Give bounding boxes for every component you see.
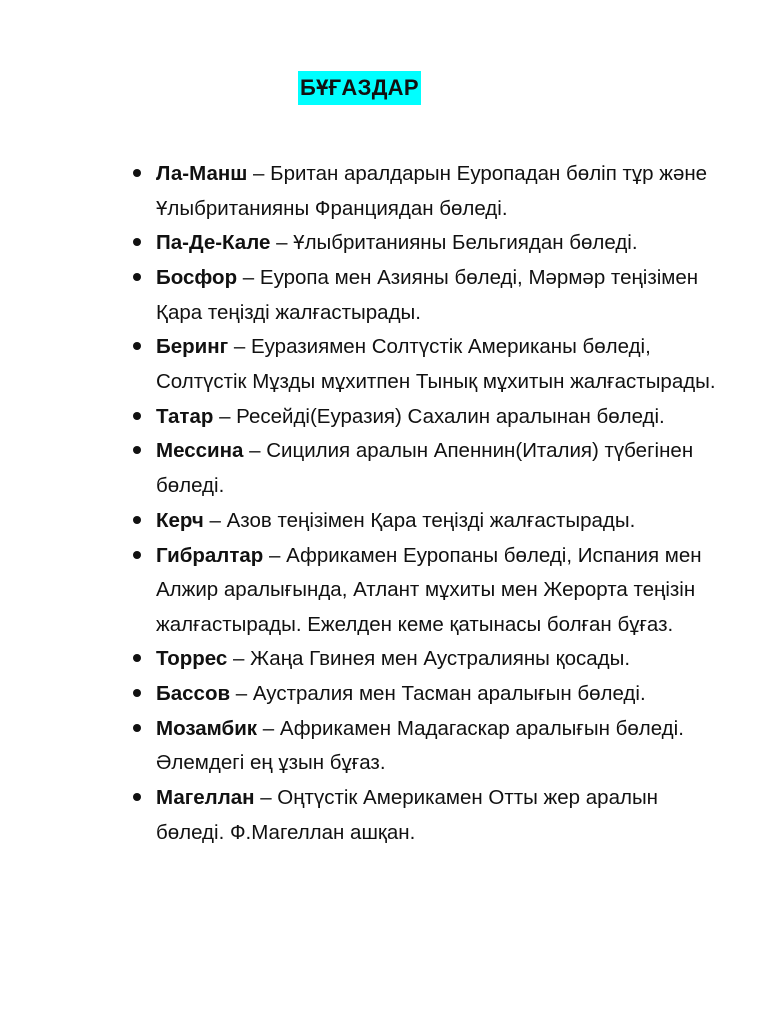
strait-description: – Британ аралдарын Еуропадан бөліп тұр және Ұлыбританияны Франциядан бөледі. [156,162,708,220]
strait-description: – Ресейді(Еуразия) Сахалин аралынан бөледі. [213,404,665,428]
strait-description: – Оңтүстік Америкамен Отты жер аралын бөледі. Ф.Магеллан ашқан. [156,786,658,844]
bullet-icon [133,793,141,801]
bullet-icon [133,654,141,662]
strait-description: – Ұлыбританияны Бельгиядан бөледі. [270,231,638,255]
list-item [156,400,716,435]
strait-description: – Аустралия мен Тасман аралығын бөледі. [230,682,646,706]
bullet-icon [133,273,141,281]
strait-name: Беринг [156,335,229,359]
strait-description: – Еуропа мен Азияны бөледі, Мәрмәр теңізімен Қара теңізді жалғастырады. [156,266,699,324]
list-item [156,539,716,643]
strait-name: Керч [156,508,204,532]
strait-name: Босфор [156,266,238,290]
list-item [156,677,716,712]
bullet-icon [133,724,141,732]
strait-description: – Азов теңізімен Қара теңізді жалғастырады. [203,508,636,532]
strait-description: – Еуразиямен Солтүстік Американы бөледі, Солтүстік Мұзды мұхитпен Тынық мұхитын жалғастырады. [156,335,716,393]
strait-name: Мессина [156,439,244,463]
bullet-icon [133,412,141,420]
strait-name: Ла-Манш [156,162,248,185]
list-item [156,434,716,503]
list-item [156,781,716,850]
page-title: БҰҒАЗДАР [298,71,421,105]
strait-name: Мозамбик [156,716,258,740]
strait-description: – Сицилия аралын Апеннин(Италия) түбегінен бөледі. [156,439,694,497]
strait-description: – Африкамен Еуропаны бөледі, Испания мен Алжир аралығында, Атлант мұхиты мен Жерорта теңізін жалғастырады. Ежелден кеме қатынасы болған бұғаз. [156,543,702,636]
strait-name: Па-Де-Кале [156,231,271,255]
list-item [156,642,716,677]
strait-name: Бассов [156,682,231,706]
list-item [156,226,716,261]
bullet-icon [133,446,141,454]
straits-list [0,157,768,851]
strait-description: – Жаңа Гвинея мен Аустралияны қосады. [227,647,631,671]
bullet-icon [133,689,141,697]
strait-description: – Африкамен Мадагаскар аралығын бөледі. Әлемдегі ең ұзын бұғаз. [156,716,684,775]
list-item [156,330,716,399]
bullet-icon [133,238,141,246]
strait-name: Магеллан [156,786,255,810]
bullet-icon [133,169,141,177]
bullet-icon [133,551,141,559]
strait-name: Торрес [156,647,228,671]
strait-name: Татар [156,404,214,428]
list-item [156,504,716,539]
strait-name: Гибралтар [156,543,264,567]
list-item [156,712,716,781]
list-item [156,261,716,330]
bullet-icon [133,516,141,524]
bullet-icon [133,342,141,350]
list-item [156,157,716,226]
